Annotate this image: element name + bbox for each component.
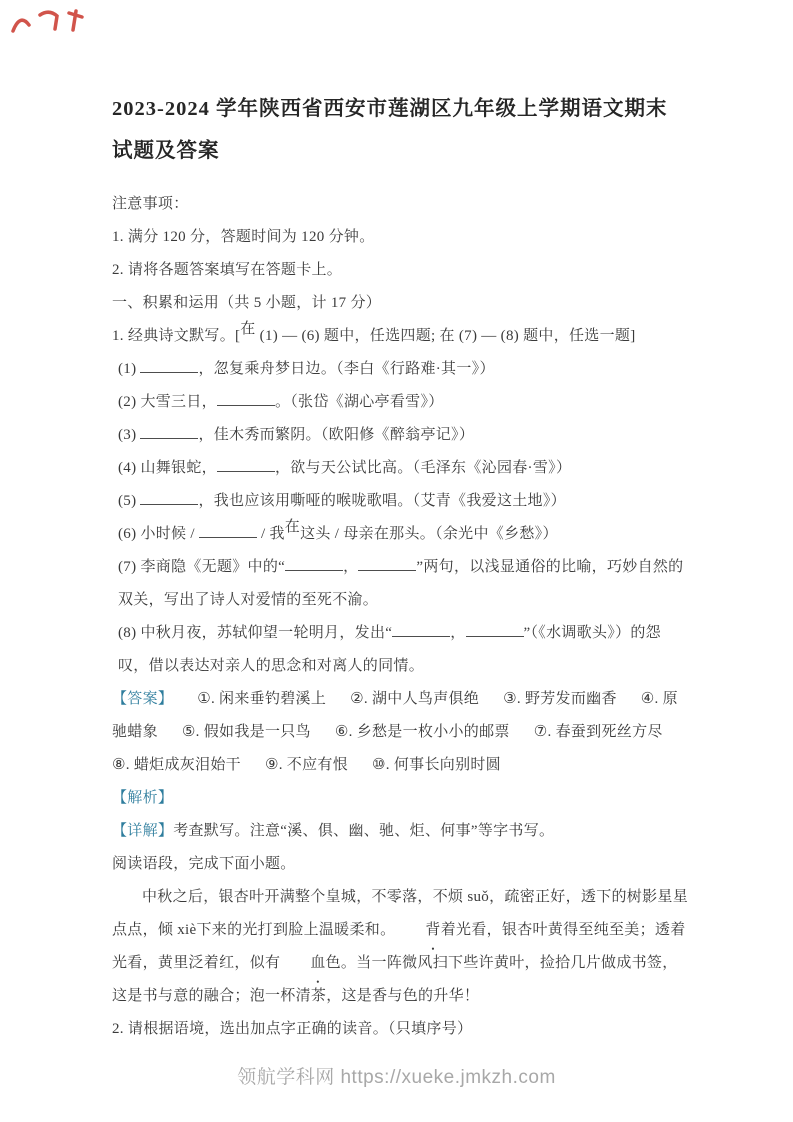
text-run: 2. 请将各题答案填写在答题卡上。 — [112, 262, 343, 278]
q1-analysis-label — [112, 782, 690, 815]
q1-item-1 — [112, 353, 690, 386]
text-run: 1. 满分 120 分，答题时间为 120 分钟。 — [112, 229, 375, 245]
text-run: (4) 山舞银蛇， — [118, 460, 217, 476]
section-label: 【详解】 — [112, 823, 174, 839]
emphasis-dot-char: 血 — [310, 955, 326, 971]
text-run: / 我 — [256, 526, 285, 542]
q1-item-4 — [112, 452, 690, 485]
blank-underline — [358, 555, 416, 571]
text-run: ③. 野芳发而幽香 — [503, 691, 617, 707]
text-run: 阅读语段，完成下面小题。 — [112, 856, 296, 872]
blank-underline — [466, 621, 524, 637]
text-run: ⑨. 不应有恨 — [264, 757, 349, 773]
text-run: ，欲与天公试比高。（毛泽东《沁园春·雪》） — [274, 460, 572, 476]
reading-passage — [112, 881, 690, 1013]
text-run: ，佳木秀而繁阴。（欧阳修《醉翁亭记》） — [198, 427, 475, 443]
text-run: ”（《水调歌头》）的怨叹，借以表达对亲人的思念和对离人的同情。 — [118, 625, 661, 674]
blank-underline — [217, 390, 275, 406]
text-run: (1) — [118, 361, 141, 377]
text-run: (6) 小时候 / — [118, 526, 199, 542]
text-run: 。（张岱《湖心亭看雪》） — [274, 394, 444, 410]
notice-heading — [112, 188, 690, 221]
text-run: ，忽复乘舟梦日边。（李白《行路难·其一》） — [198, 361, 495, 377]
text-run: ②. 湖中人鸟声俱绝 — [350, 691, 480, 707]
reading-intro — [112, 848, 690, 881]
document-body — [112, 188, 690, 1046]
red-stamp-marks — [6, 4, 98, 42]
text-run: 色。当一阵微风扫下些许黄叶，捡拾几片做成书签，这是书与意的融合；泡一杯清茶，这是香与色的升华！ — [112, 955, 678, 1004]
text-run: ， — [343, 559, 359, 575]
notice-1 — [112, 221, 690, 254]
text-run: (8) 中秋月夜，苏轼仰望一轮明月，发出“ — [118, 625, 393, 641]
footer-watermark: 领航学科网 https://xueke.jmkzh.com — [237, 1067, 556, 1088]
q1-item-6 — [112, 518, 690, 551]
blank-underline — [140, 489, 198, 505]
raised-char: 在 — [240, 321, 256, 337]
q2-stem — [112, 1013, 690, 1046]
title-line-2: 试题及答案 — [112, 140, 220, 162]
q1-analysis-detail — [112, 815, 690, 848]
blank-underline — [392, 621, 450, 637]
text-run: ⑥. 乡愁是一枚小小的邮票 — [334, 724, 510, 740]
blank-underline — [140, 423, 198, 439]
text-run: (1) — (6) 题中，任选四题; 在 (7) — (8) 题中，任选一题] — [255, 328, 636, 344]
text-run: 注意事项： — [112, 196, 189, 212]
raised-char: 在 — [284, 519, 301, 535]
title-line-1: 2023-2024 学年陕西省西安市莲湖区九年级上学期语文期末 — [112, 98, 668, 120]
text-run: (2) 大雪三日， — [118, 394, 217, 410]
text-run: ⑧. 蜡炬成灰泪始干 — [112, 757, 241, 773]
section-1-heading — [112, 287, 690, 320]
text-run: ⑦. 春蚕到死丝方尽 — [533, 724, 663, 740]
text-run: 中秋之后，银杏叶开满整个皇城，不零落，不烦 suǒ，疏密正好，透下的树影星星点点，倾 xiè下来的光打到脸上温暖柔和。 — [112, 889, 688, 938]
notice-2 — [112, 254, 690, 287]
text-run: ”两句，以浅显通俗的比喻，巧妙自然的双关，写出了诗人对爱情的至死不渝。 — [118, 559, 684, 608]
text-run: (5) — [118, 493, 141, 509]
document-title — [112, 88, 690, 172]
text-run: 2. 请根据语境，选出加点字正确的读音。（只填序号） — [112, 1021, 473, 1037]
q1-item-2 — [112, 386, 690, 419]
blank-underline — [140, 357, 198, 373]
q1-stem — [112, 320, 690, 353]
section-label: 【答案】 — [112, 691, 174, 707]
text-run: ④. 原驰蜡象 — [112, 691, 678, 740]
section-label: 【解析】 — [112, 790, 174, 806]
q1-answer — [112, 683, 690, 782]
text-run: 这头 / 母亲在那头。（余光中《乡愁》） — [300, 526, 558, 542]
text-run: 考查默写。注意“溪、俱、幽、驰、炬、何事”等字书写。 — [173, 823, 555, 839]
blank-underline — [217, 456, 275, 472]
q1-item-8 — [112, 617, 690, 683]
text-run: 着光看，银杏叶黄得至纯至美；透着光看，黄里泛着红，似有 — [112, 922, 686, 971]
text-run: ，我也应该用嘶哑的喉咙歌唱。（艾青《我爱这土地》） — [198, 493, 566, 509]
text-run: 1. 经典诗文默写。[ — [112, 328, 241, 344]
text-run: ⑤. 假如我是一只鸟 — [181, 724, 311, 740]
text-run: (7) 李商隐《无题》中的“ — [118, 559, 286, 575]
text-run: 一、积累和运用（共 5 小题，计 17 分） — [112, 295, 382, 311]
text-run: ①. 闲来垂钓碧溪上 — [197, 691, 327, 707]
emphasis-dot-char: 背 — [425, 922, 441, 938]
blank-underline — [285, 555, 343, 571]
text-run: ⑩. 何事长向别时圆 — [372, 757, 501, 773]
document — [112, 88, 690, 1046]
q1-item-3 — [112, 419, 690, 452]
text-run: ， — [450, 625, 466, 641]
blank-underline — [199, 522, 257, 538]
q1-item-5 — [112, 485, 690, 518]
text-run: (3) — [118, 427, 141, 443]
q1-item-7 — [112, 551, 690, 617]
